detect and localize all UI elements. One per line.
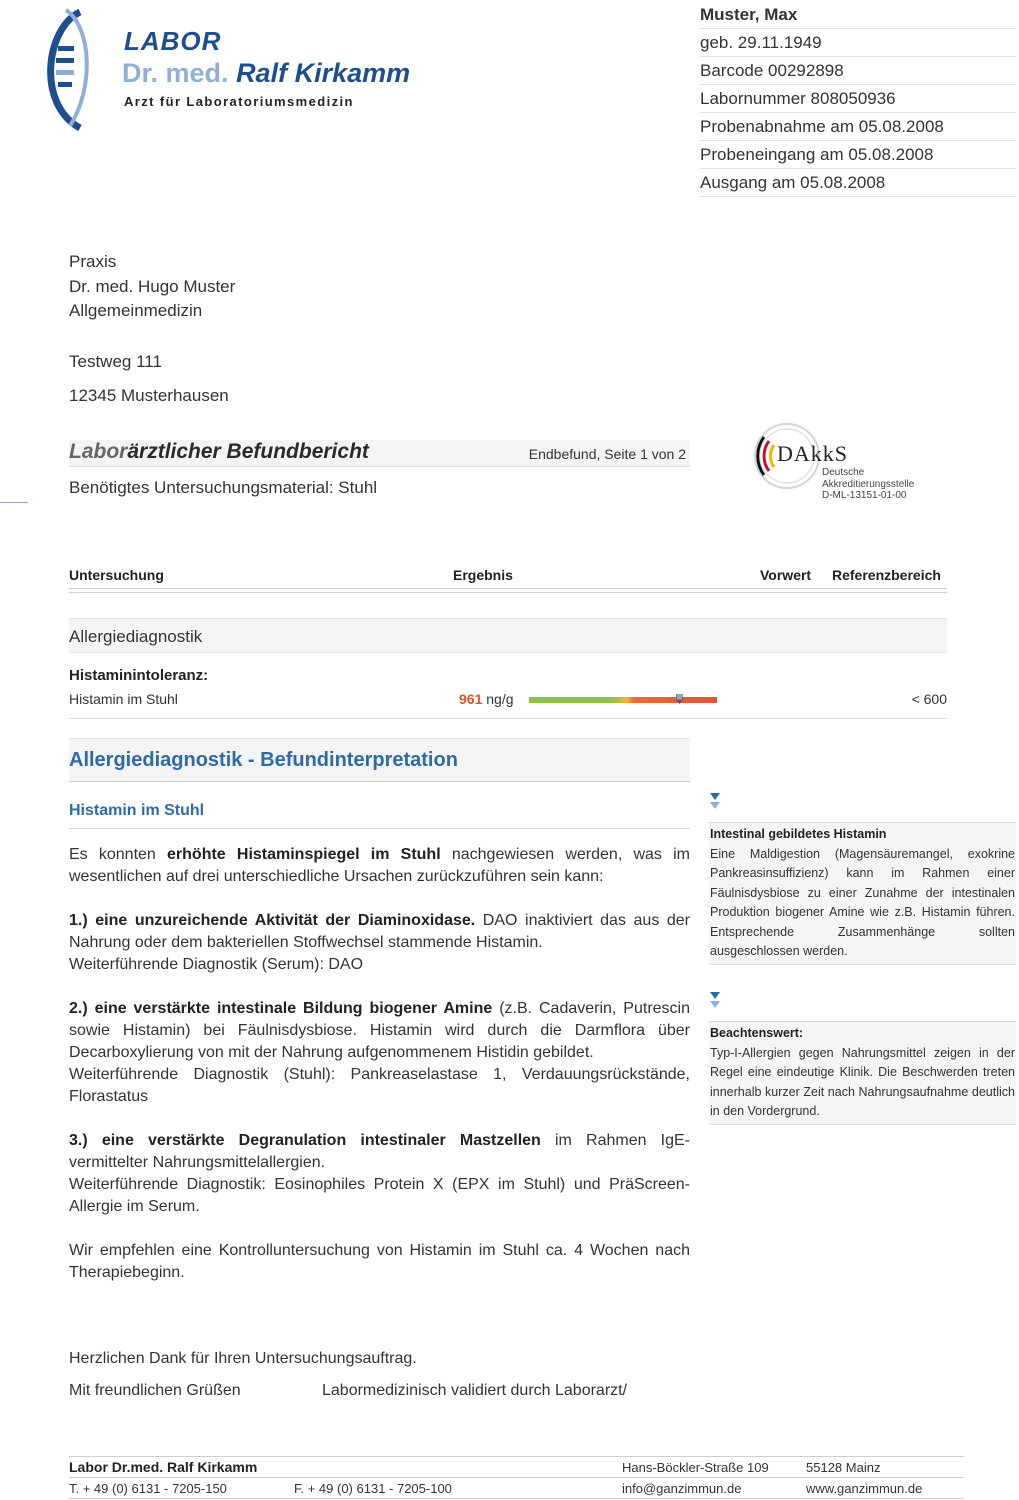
side-note-1-heading: Intestinal gebildetes Histamin <box>710 827 887 841</box>
report-page-info: Endbefund, Seite 1 von 2 <box>528 446 686 462</box>
note-arrow-icon <box>709 992 721 1010</box>
header-exam: Untersuchung <box>69 567 164 583</box>
logo-doctor-name: Ralf Kirkamm <box>236 58 411 88</box>
side-note-2-text: Typ-I-Allergien gegen Nahrungsmittel zeigen in der Regel eine eindeutige Klinik. Die Beschwerden treten innerhalb kurzer Zeit nach Nahrungsaufnahme deutlich in den Vordergrund. <box>710 1045 1015 1118</box>
section-title: Allergiediagnostik <box>69 627 203 646</box>
patient-sampling-date: Probenabnahme am 05.08.2008 <box>700 113 1016 141</box>
side-note-2-heading: Beachtenswert: <box>710 1026 804 1040</box>
lab-logo-icon <box>40 8 94 132</box>
logo-name <box>122 58 410 89</box>
footer-phone: T. + 49 (0) 6131 - 7205-150 <box>69 1481 227 1496</box>
dakks-line1: Deutsche <box>822 467 865 478</box>
interpretation-paragraph-3 <box>69 998 690 1108</box>
footer-mid-line <box>69 1477 964 1478</box>
dakks-name: DAkkS <box>777 441 849 466</box>
patient-barcode: Barcode 00292898 <box>700 57 1016 85</box>
footer-lab-name: Labor Dr.med. Ralf Kirkamm <box>69 1459 258 1475</box>
interpretation-paragraph-5: Wir empfehlen eine Kontrolluntersuchung von Histamin im Stuhl ca. 4 Wochen nach Therapiebeginn. <box>69 1242 690 1281</box>
patient-info <box>700 1 1016 197</box>
recipient-line2: Dr. med. Hugo Muster <box>69 276 236 296</box>
p2-text-d: Weiterführende Diagnostik (Serum): DAO <box>69 956 364 973</box>
recipient-line1: Praxis <box>69 252 117 271</box>
header-divider <box>69 588 947 593</box>
side-note-2 <box>709 1021 1016 1125</box>
dakks-line3: D-ML-13151-01-00 <box>822 490 907 501</box>
test-reference: < 600 <box>911 691 947 707</box>
p2-text-bold: 1.) eine unzureichende Aktivität der Diaminoxidase. <box>69 912 476 929</box>
footer-top-line <box>69 1456 964 1457</box>
footer-web[interactable]: www.ganzimmun.de <box>806 1481 923 1496</box>
closing-greeting: Mit freundlichen Grüßen <box>69 1382 241 1399</box>
side-note-1-text: Eine Maldigestion (Magensäuremangel, exokrine Pankreasinsuffizienz) kann im Rahmen einer Fäulnisdysbiose zu einer Zunahme der intestinalen Produktion biogener Amine wie z.B. Histamin führen. Entsprechende Zusammenhänge sollten ausgeschlossen werden. <box>710 846 1015 958</box>
header-reference: Referenzbereich <box>832 567 941 583</box>
row-divider <box>69 718 947 719</box>
result-range-bar <box>529 694 717 704</box>
header-previous: Vorwert <box>760 567 812 583</box>
closing-thanks: Herzlichen Dank für Ihren Untersuchungsauftrag. <box>69 1350 417 1367</box>
dakks-details <box>822 467 914 502</box>
fold-mark <box>0 502 28 503</box>
footer-street: Hans-Böckler-Straße 109 <box>622 1460 769 1475</box>
logo-title: LABOR <box>124 26 222 56</box>
patient-receipt-date: Probeneingang am 05.08.2008 <box>700 141 1016 169</box>
report-material: Benötigtes Untersuchungsmaterial: Stuhl <box>69 478 378 497</box>
p1-text-c: nachgewiesen werden, was im wesentlichen auf drei unterschiedliche Ursachen zurückzuführen sein kann: <box>69 846 691 885</box>
patient-name: Muster, Max <box>700 1 1016 29</box>
p3-text-d: Weiterführende Diagnostik (Stuhl): Pankreaselastase 1, Verdauungsrückstände, Florastatus <box>69 1066 690 1105</box>
footer-city: 55128 Mainz <box>806 1460 881 1475</box>
result-value: 961 <box>459 691 483 707</box>
logo-subtitle: Arzt für Laboratoriumsmedizin <box>124 94 354 109</box>
interpretation-paragraph-4 <box>69 1130 690 1218</box>
range-gradient <box>529 697 717 703</box>
interpretation-paragraph-2 <box>69 910 690 976</box>
subtitle-divider <box>69 828 690 829</box>
test-result <box>459 691 514 707</box>
p4-text-d: Weiterführende Diagnostik: Eosinophiles Protein X (EPX im Stuhl) und PräScreen-Allergie im Serum. <box>69 1176 690 1215</box>
report-title <box>69 440 369 464</box>
recipient-address <box>69 250 235 324</box>
dakks-line2: Akkreditierungsstelle <box>822 478 915 490</box>
footer-fax: F. + 49 (0) 6131 - 7205-100 <box>294 1481 452 1496</box>
interpretation-title: Allergiediagnostik - Befundinterpretation <box>69 749 458 771</box>
header-result: Ergebnis <box>453 567 513 583</box>
report-title-part1: Labor <box>69 440 128 463</box>
interpretation-subtitle: Histamin im Stuhl <box>69 802 205 819</box>
p4-text-c: im Rahmen IgE-vermittelter Nahrungsmittelallergien. <box>69 1132 691 1171</box>
p1-text-bold: erhöhte Histaminspiegel im Stuhl <box>167 846 441 863</box>
p2-text-c: DAO inaktiviert das aus der Nahrung oder dem bakteriellen Stoffwechsel stammende Histamin. <box>69 912 690 951</box>
interpretation-paragraph-1 <box>69 844 690 888</box>
footer-bottom-line <box>69 1498 964 1499</box>
p3-text-bold: 2.) eine verstärkte intestinale Bildung biogener Amine <box>69 1000 493 1017</box>
recipient-city: 12345 Musterhausen <box>69 386 229 405</box>
patient-birth: geb. 29.11.1949 <box>700 29 1016 57</box>
closing-validation: Labormedizinisch validiert durch Laborarzt/ <box>322 1382 628 1399</box>
section-row <box>69 618 947 653</box>
interpretation-title-bar <box>69 738 690 782</box>
logo-prefix: Dr. med. <box>122 58 229 88</box>
note-arrow-icon <box>709 793 721 811</box>
patient-labnumber: Labornummer 808050936 <box>700 85 1016 113</box>
report-title-part2: ärztlicher Befundbericht <box>127 440 369 463</box>
side-note-1 <box>709 822 1016 965</box>
report-title-bar <box>69 440 690 467</box>
patient-output-date: Ausgang am 05.08.2008 <box>700 169 1016 197</box>
p1-text-a: Es konnten <box>69 846 168 863</box>
p4-text-bold: 3.) eine verstärkte Degranulation intestinaler Mastzellen <box>69 1132 541 1149</box>
result-unit: ng/g <box>486 691 514 707</box>
recipient-location <box>69 345 229 413</box>
test-name: Histamin im Stuhl <box>69 691 178 707</box>
p3-text-c: (z.B. Cadaverin, Putrescin sowie Histamin) bei Fäulnisdysbiose. Histamin wird durch die Darmflora über Decarboxylierung von mit der Nahrung aufgenommenem Histidin gebildet. <box>69 1000 690 1061</box>
group-title: Histaminintoleranz: <box>69 667 209 684</box>
recipient-street: Testweg 111 <box>69 352 162 371</box>
footer-email[interactable]: info@ganzimmun.de <box>622 1481 742 1496</box>
recipient-line3: Allgemeinmedizin <box>69 301 203 320</box>
